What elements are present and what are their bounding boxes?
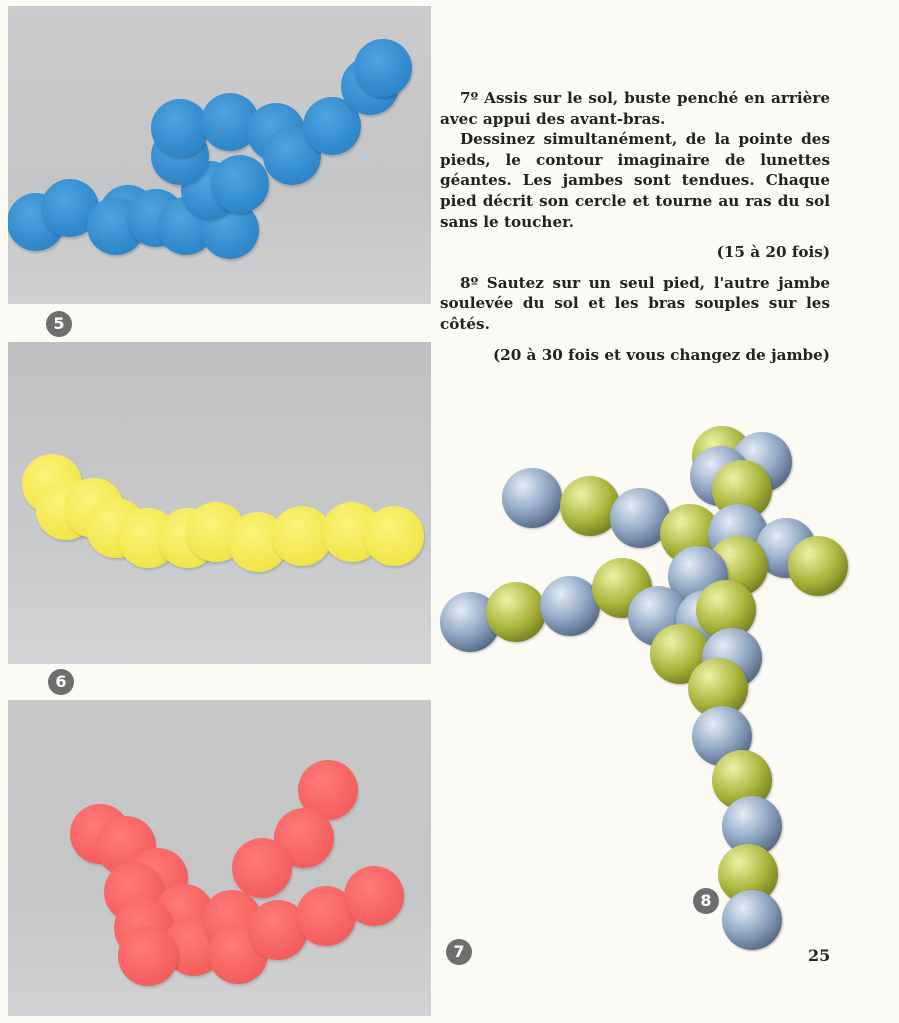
silver-foil-circle bbox=[540, 576, 600, 636]
exercise-text bbox=[440, 88, 830, 365]
silver-foil-circle bbox=[502, 468, 562, 528]
figure-7-badge: 7 bbox=[446, 939, 472, 965]
gold-foil-circle bbox=[486, 582, 546, 642]
exercise-7-intro: 7º Assis sur le sol, buste penché en arrière avec appui des avant-bras. bbox=[440, 89, 830, 128]
page-number: 25 bbox=[808, 946, 831, 965]
silver-foil-circle bbox=[722, 890, 782, 950]
figure-6-badge: 6 bbox=[48, 669, 74, 695]
figure-8-badge: 8 bbox=[693, 888, 719, 914]
gold-foil-circle bbox=[788, 536, 848, 596]
exercise-8-reps: (20 à 30 fois et vous changez de jambe) bbox=[492, 345, 830, 364]
exercise-8-description: 8º Sautez sur un seul pied, l'autre jambe soulevée du sol et les bras souples sur les côtés. bbox=[440, 273, 830, 333]
exercise-7-description: Dessinez simultanément, de la pointe des pieds, le contour imaginaire de lunettes géantes. Les jambes sont tendues. Chaque pied décrit son cercle et tourne au ras du sol sans le toucher. bbox=[440, 130, 830, 231]
figure-5-badge: 5 bbox=[46, 311, 72, 337]
exercise-7-reps: (15 à 20 fois) bbox=[716, 243, 830, 262]
